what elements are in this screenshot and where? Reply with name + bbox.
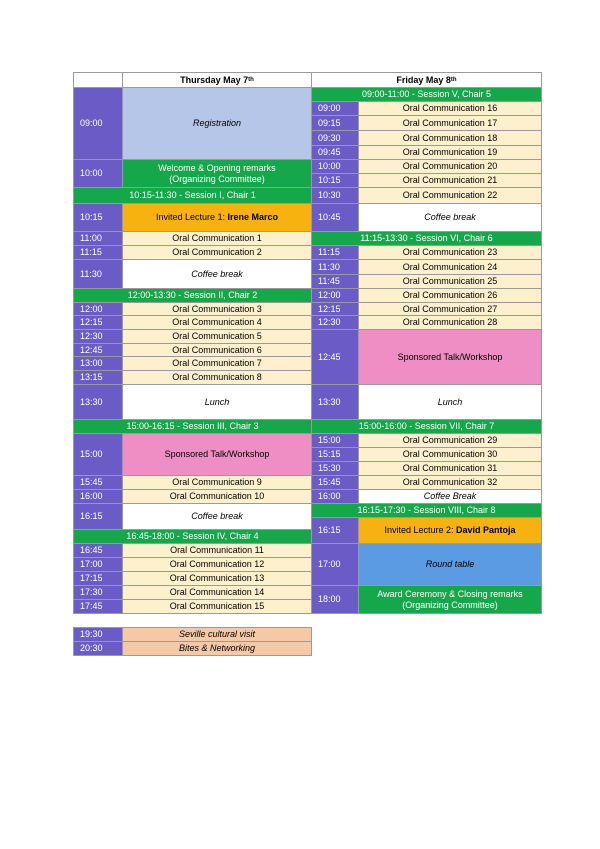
time-cell: 15:45 [73, 475, 123, 490]
time-cell: 15:30 [311, 461, 359, 476]
time-cell: 11:30 [73, 259, 123, 289]
oral-communication: Oral Communication 11 [122, 543, 312, 558]
invited-lecture-1-prefix: Invited Lecture 1: [155, 212, 228, 222]
coffee-break-cell: Coffee break [122, 259, 312, 289]
oral-communication: Oral Communication 5 [122, 329, 312, 344]
time-cell: 12:15 [73, 315, 123, 330]
session-header: 16:45-18:00 - Session IV, Chair 4 [73, 529, 312, 544]
oral-communication: Oral Communication 19 [358, 145, 542, 160]
oral-communication: Oral Communication 10 [122, 489, 312, 504]
oral-communication: Oral Communication 30 [358, 447, 542, 462]
time-cell: 11:15 [73, 245, 123, 260]
closing-line1: Award Ceremony & Closing remarks [377, 588, 523, 599]
time-cell: 12:30 [311, 315, 359, 330]
round-table-cell: Round table [358, 543, 542, 586]
session-header: 15:00-16:15 - Session III, Chair 3 [73, 419, 312, 434]
time-cell: 20:30 [73, 641, 123, 656]
time-cell: 17:30 [73, 585, 123, 600]
time-cell: 16:15 [73, 503, 123, 530]
coffee-break-cell: Coffee Break [358, 489, 542, 504]
welcome-line2: (Organizing Committee) [169, 173, 265, 184]
session-header: 09:00-11:00 - Session V, Chair 5 [311, 87, 542, 102]
time-cell: 13:00 [73, 356, 123, 371]
time-cell: 15:45 [311, 475, 359, 490]
oral-communication: Oral Communication 3 [122, 302, 312, 316]
time-cell: 17:15 [73, 571, 123, 586]
time-cell: 15:00 [73, 433, 123, 476]
time-cell: 13:30 [73, 384, 123, 420]
oral-communication: Oral Communication 25 [358, 274, 542, 289]
time-cell: 10:00 [73, 159, 123, 188]
welcome-line1: Welcome & Opening remarks [158, 162, 276, 173]
header-friday-label: Friday May 8 [396, 74, 451, 85]
oral-communication: Oral Communication 21 [358, 173, 542, 188]
coffee-break-cell: Coffee break [358, 203, 542, 232]
oral-communication: Oral Communication 1 [122, 231, 312, 246]
oral-communication: Oral Communication 12 [122, 557, 312, 572]
oral-communication: Oral Communication 22 [358, 187, 542, 204]
cultural-visit-cell: Seville cultural visit [122, 627, 312, 642]
oral-communication: Oral Communication 18 [358, 130, 542, 146]
time-cell: 11:30 [311, 259, 359, 275]
invited-lecture-2 [358, 517, 542, 544]
header-friday: Friday May 8 th [311, 72, 542, 88]
time-cell: 11:00 [73, 231, 123, 246]
oral-communication: Oral Communication 20 [358, 159, 542, 174]
welcome-opening-cell [122, 159, 312, 188]
oral-communication: Oral Communication 31 [358, 461, 542, 476]
time-cell: 12:30 [73, 329, 123, 344]
sponsored-talk-cell: Sponsored Talk/Workshop [122, 433, 312, 476]
time-cell: 09:45 [311, 145, 359, 160]
oral-communication: Oral Communication 17 [358, 115, 542, 131]
time-cell: 10:00 [311, 159, 359, 174]
session-header: 11:15-13:30 - Session VI, Chair 6 [311, 231, 542, 246]
time-cell: 10:15 [311, 173, 359, 188]
time-cell: 09:00 [73, 87, 123, 160]
header-blank-cell [73, 72, 123, 88]
time-cell: 16:00 [311, 489, 359, 504]
lunch-cell: Lunch [358, 384, 542, 420]
oral-communication: Oral Communication 24 [358, 259, 542, 275]
sponsored-talk-cell: Sponsored Talk/Workshop [358, 329, 542, 385]
time-cell: 17:00 [311, 543, 359, 586]
oral-communication: Oral Communication 8 [122, 370, 312, 385]
session-header: 10:15-11:30 - Session I, Chair 1 [73, 187, 312, 204]
time-cell: 17:00 [73, 557, 123, 572]
header-thursday-label: Thursday May 7 [180, 74, 249, 85]
networking-cell: Bites & Networking [122, 641, 312, 656]
oral-communication: Oral Communication 23 [358, 245, 542, 260]
session-header: 12:00-13:30 - Session II, Chair 2 [73, 288, 312, 303]
oral-communication: Oral Communication 15 [122, 599, 312, 614]
time-cell: 10:45 [311, 203, 359, 232]
closing-line2: (Organizing Committee) [402, 599, 498, 610]
time-cell: 12:45 [73, 343, 123, 357]
invited-lecture-1 [122, 203, 312, 232]
header-thursday: Thursday May 7 th [122, 72, 312, 88]
time-cell: 09:30 [311, 130, 359, 146]
lunch-cell: Lunch [122, 384, 312, 420]
invited-lecture-2-speaker: David Pantoja [456, 525, 516, 535]
time-cell: 11:15 [311, 245, 359, 260]
time-cell: 11:45 [311, 274, 359, 289]
time-cell: 17:45 [73, 599, 123, 614]
invited-lecture-1-speaker: Irene Marco [227, 212, 279, 222]
oral-communication: Oral Communication 32 [358, 475, 542, 490]
time-cell: 13:30 [311, 384, 359, 420]
time-cell: 09:15 [311, 115, 359, 131]
oral-communication: Oral Communication 26 [358, 288, 542, 303]
oral-communication: Oral Communication 29 [358, 433, 542, 448]
time-cell: 10:15 [73, 203, 123, 232]
time-cell: 18:00 [311, 585, 359, 614]
time-cell: 10:30 [311, 187, 359, 204]
time-cell: 12:45 [311, 329, 359, 385]
time-cell: 13:15 [73, 370, 123, 385]
invited-lecture-2-prefix: Invited Lecture 2: [384, 525, 457, 535]
time-cell: 15:15 [311, 447, 359, 462]
time-cell: 12:15 [311, 302, 359, 316]
oral-communication: Oral Communication 14 [122, 585, 312, 600]
time-cell: 16:00 [73, 489, 123, 504]
session-header: 16:15-17:30 - Session VIII, Chair 8 [311, 503, 542, 518]
oral-communication: Oral Communication 16 [358, 101, 542, 116]
oral-communication: Oral Communication 2 [122, 245, 312, 260]
oral-communication: Oral Communication 4 [122, 315, 312, 330]
coffee-break-cell: Coffee break [122, 503, 312, 530]
time-cell: 12:00 [73, 302, 123, 316]
time-cell: 12:00 [311, 288, 359, 303]
oral-communication: Oral Communication 13 [122, 571, 312, 586]
oral-communication: Oral Communication 27 [358, 302, 542, 316]
session-header: 15:00-16:00 - Session VII, Chair 7 [311, 419, 542, 434]
oral-communication: Oral Communication 28 [358, 315, 542, 330]
time-cell: 16:45 [73, 543, 123, 558]
time-cell: 16:15 [311, 517, 359, 544]
closing-remarks-cell [358, 585, 542, 614]
time-cell: 15:00 [311, 433, 359, 448]
registration-cell: Registration [122, 87, 312, 160]
time-cell: 09:00 [311, 101, 359, 116]
oral-communication: Oral Communication 9 [122, 475, 312, 490]
time-cell: 19:30 [73, 627, 123, 642]
oral-communication: Oral Communication 6 [122, 343, 312, 357]
oral-communication: Oral Communication 7 [122, 356, 312, 371]
